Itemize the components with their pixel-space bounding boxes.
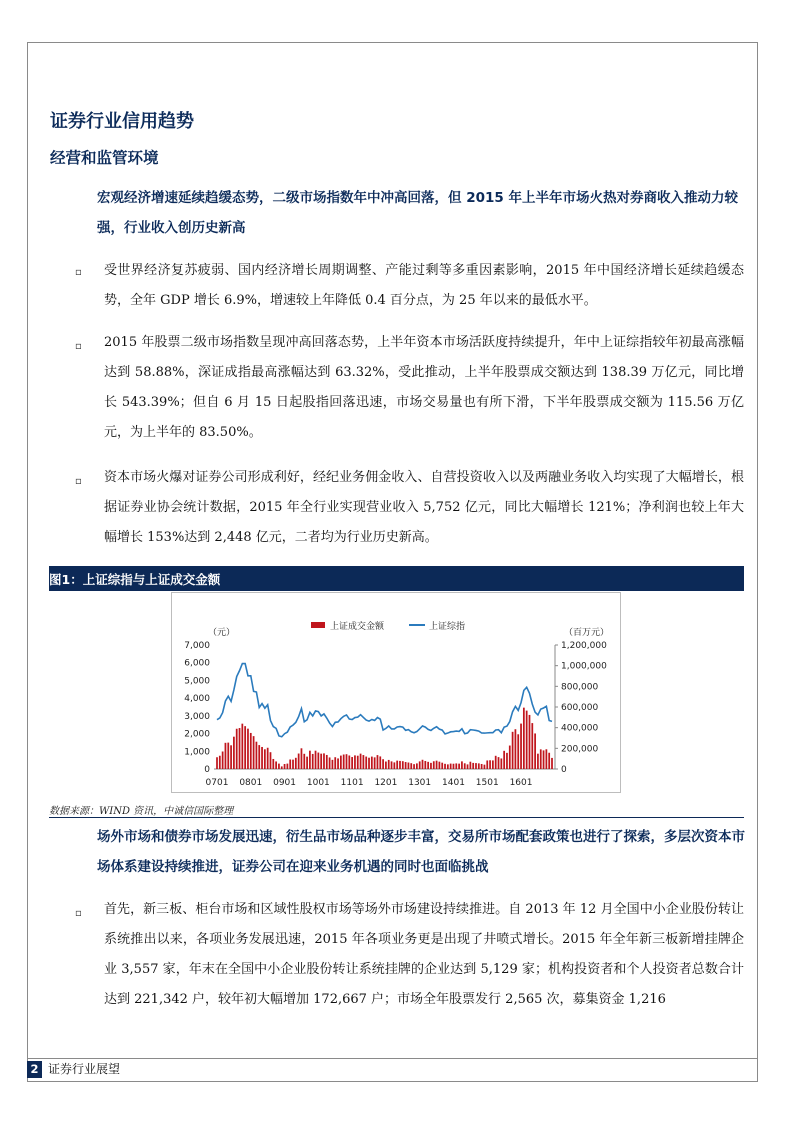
turnover-bar [357, 756, 359, 769]
x-axis-tick-label: 1001 [306, 778, 330, 788]
turnover-bar [408, 763, 410, 769]
turnover-bar [441, 763, 443, 769]
turnover-bar [509, 746, 511, 769]
turnover-bar [250, 733, 252, 769]
turnover-bar [489, 760, 491, 769]
turnover-bar [399, 761, 401, 769]
legend-line-label: 上证综指 [429, 622, 466, 632]
turnover-bar [261, 747, 263, 769]
turnover-bar [270, 752, 272, 769]
turnover-bar [272, 759, 274, 769]
left-axis-tick-label: 1,000 [184, 747, 210, 758]
turnover-bar [306, 757, 308, 769]
x-axis-tick-label: 1201 [374, 778, 398, 788]
turnover-bar [467, 764, 469, 769]
right-axis-tick-label: 1,200,000 [561, 641, 607, 651]
turnover-bar [295, 758, 297, 769]
right-axis-tick-label: 400,000 [561, 723, 599, 734]
turnover-bar [393, 762, 395, 769]
bullet-paragraph-2: 2015 年股票二级市场指数呈现冲高回落态势，上半年资本市场活跃度持续提升，年中上证综指较年初最高涨幅达到 58.88%，深证成指最高涨幅达到 63.32%，受此推动，上半年股票成交额达到 138.39 万亿元，同比增长 543.39%；但自 6 月 15 日起股指回落迅速，市场交易量也有所下滑，下半年股票成交额为 115.56 万亿元，为上半年的 83.50%。 [104, 335, 744, 440]
turnover-bar [486, 760, 488, 769]
turnover-bar [413, 764, 415, 769]
turnover-bar [337, 758, 339, 769]
turnover-bar [388, 760, 390, 769]
turnover-bar [346, 754, 348, 769]
turnover-bar [484, 765, 486, 769]
turnover-bar [343, 755, 345, 769]
section-title: 证券行业信用趋势 [50, 111, 194, 132]
right-axis-tick-label: 0 [561, 765, 567, 775]
right-axis-tick-label: 600,000 [561, 703, 599, 713]
turnover-bar [258, 745, 260, 769]
turnover-bar [230, 745, 232, 769]
turnover-bar [503, 751, 505, 769]
turnover-bar [278, 764, 280, 769]
turnover-bar [464, 763, 466, 769]
x-axis-tick-label: 0701 [205, 778, 229, 788]
turnover-bar [303, 754, 305, 769]
turnover-bar [419, 761, 421, 769]
turnover-bar [526, 711, 528, 769]
turnover-bar [402, 761, 404, 769]
left-axis-unit: （元） [208, 628, 236, 638]
x-axis-tick-label: 0901 [273, 778, 297, 788]
bullet-marker: ▫ [75, 341, 82, 352]
bullet-marker: ▫ [75, 267, 82, 278]
left-axis-tick-label: 0 [204, 765, 210, 775]
turnover-bar [379, 756, 381, 769]
turnover-bar [450, 764, 452, 769]
x-axis-tick-label: 1501 [475, 778, 499, 788]
left-axis-tick-label: 6,000 [184, 658, 210, 669]
turnover-bar [256, 742, 258, 769]
turnover-bar [531, 723, 533, 769]
turnover-bar [323, 753, 325, 769]
left-axis-tick-label: 5,000 [184, 676, 210, 687]
lead-paragraph-2: 场外市场和债券市场发展迅速，衍生品市场品种逐步丰富，交易所市场配套政策也进行了探索，多层次资本市场体系建设持续推进，证券公司在迎来业务机遇的同时也面临挑战 [97, 829, 745, 875]
turnover-bar [523, 708, 525, 769]
right-axis-tick-label: 200,000 [561, 744, 599, 755]
turnover-bar [368, 758, 370, 769]
turnover-bar [351, 757, 353, 769]
index-series-line [217, 664, 552, 737]
turnover-bar [447, 764, 449, 769]
turnover-bar [281, 766, 283, 769]
bullet-paragraph-4: 首先，新三板、柜台市场和区域性股权市场等场外市场建设持续推进。自 2013 年 12 月全国中小企业股份转让系统推出以来，各项业务发展迅速，2015 年各项业务更是出现了井喷式增长。2015 年全年新三板新增挂牌企业 3,557 家，年末在全国中小企业股份转让系统挂牌的企业达到 5,129 家；机构投资者和个人投资者总数合计达到 221,342 户，较年初大幅增加 172,667 户；市场全年股票发行 2,565 次，募集资金 1,216 [104, 902, 744, 1007]
turnover-bar [298, 754, 300, 769]
turnover-bar [537, 754, 539, 769]
turnover-bar [453, 764, 455, 769]
chart-container [171, 592, 621, 793]
x-axis-tick-label: 1601 [509, 778, 533, 788]
figure-title-bar [49, 566, 744, 591]
turnover-bar [317, 753, 319, 769]
turnover-bar [309, 751, 311, 769]
turnover-bar [312, 754, 314, 769]
turnover-bar [216, 757, 218, 769]
turnover-bar [363, 755, 365, 769]
turnover-bar [430, 763, 432, 769]
turnover-bar [500, 758, 502, 769]
turnover-bar [267, 748, 269, 769]
turnover-bar [385, 762, 387, 769]
turnover-bar [512, 732, 514, 769]
turnover-bar [546, 749, 548, 769]
turnover-bar [455, 763, 457, 769]
right-axis-tick-label: 1,000,000 [561, 661, 607, 672]
turnover-bar [534, 733, 536, 769]
turnover-bar [264, 749, 266, 769]
turnover-bar [247, 729, 249, 769]
turnover-bar [219, 756, 221, 769]
turnover-bar [241, 724, 243, 769]
turnover-bar [405, 762, 407, 769]
turnover-bar [371, 757, 373, 769]
chart-svg [172, 593, 622, 794]
turnover-bar [284, 764, 286, 769]
turnover-bar [236, 729, 238, 769]
turnover-bar [481, 764, 483, 769]
turnover-bar [377, 755, 379, 769]
turnover-bar [289, 760, 291, 770]
turnover-bar [233, 737, 235, 769]
turnover-bar [227, 743, 229, 769]
turnover-bar [461, 761, 463, 769]
turnover-bar [301, 748, 303, 769]
turnover-bar [410, 763, 412, 769]
turnover-bar [396, 761, 398, 769]
x-axis-tick-label: 1101 [340, 778, 364, 788]
turnover-bar [543, 750, 545, 769]
turnover-bar [360, 754, 362, 769]
left-axis-tick-label: 2,000 [184, 729, 210, 740]
turnover-bar [374, 757, 376, 769]
turnover-bar [475, 763, 477, 769]
turnover-bar [287, 764, 289, 769]
x-axis-tick-label: 1401 [442, 778, 465, 788]
turnover-bar [551, 758, 553, 769]
left-axis-tick-label: 7,000 [184, 641, 210, 651]
turnover-bar [478, 763, 480, 769]
turnover-bar [222, 751, 224, 769]
turnover-bar [225, 743, 227, 769]
turnover-bar [506, 753, 508, 769]
turnover-bar [458, 764, 460, 769]
figure-source: 数据来源：WIND 资讯，中诚信国际整理 [49, 806, 234, 817]
right-axis-unit: （百万元） [564, 628, 610, 638]
turnover-bar [354, 755, 356, 769]
turnover-bar [332, 760, 334, 769]
turnover-bar [439, 762, 441, 769]
turnover-bar [472, 763, 474, 769]
turnover-bar [495, 756, 497, 769]
legend-bar-swatch [311, 622, 325, 628]
turnover-bar [382, 759, 384, 769]
bullet-paragraph-3: 资本市场火爆对证券公司形成利好，经纪业务佣金收入、自营投资收入以及两融业务收入均实现了大幅增长，根据证券业协会统计数据，2015 年全行业实现营业收入 5,752 亿元，同比大幅增长 121%；净利润也较上年大幅增长 153%达到 2,448 亿元，二者均为行业历史新高。 [104, 470, 744, 545]
turnover-bar [334, 757, 336, 769]
turnover-bar [469, 762, 471, 769]
turnover-bar [326, 755, 328, 769]
footer-title: 证券行业展望 [48, 1062, 121, 1076]
left-axis-tick-label: 4,000 [184, 694, 210, 705]
turnover-bar [391, 761, 393, 769]
turnover-bar [253, 736, 255, 769]
x-axis-tick-label: 1301 [408, 778, 432, 788]
turnover-bar [540, 749, 542, 769]
x-axis-tick-label: 0801 [239, 778, 263, 788]
left-axis-tick-label: 3,000 [184, 711, 210, 722]
turnover-bar [424, 761, 426, 769]
turnover-bar [244, 726, 246, 769]
footer-divider [27, 1058, 758, 1059]
turnover-bar [427, 762, 429, 769]
bullet-marker: ▫ [75, 476, 82, 487]
turnover-bar [292, 760, 294, 769]
subsection-title: 经营和监管环境 [50, 149, 159, 167]
turnover-bar [365, 757, 367, 769]
turnover-bar [433, 761, 435, 769]
bullet-paragraph-1: 受世界经济复苏疲弱、国内经济增长周期调整、产能过剩等多重因素影响，2015 年中国经济增长延续趋缓态势，全年 GDP 增长 6.9%，增速较上年降低 0.4 百分点，为 25 年以来的最低水平。 [104, 263, 744, 308]
figure-title: 图1：上证综指与上证成交金额 [49, 572, 221, 587]
legend-bar-label: 上证成交金额 [330, 622, 385, 632]
turnover-bar [315, 751, 317, 769]
turnover-bar [436, 761, 438, 769]
turnover-bar [498, 757, 500, 769]
turnover-bar [422, 760, 424, 769]
turnover-bar [416, 763, 418, 769]
lead-paragraph-1: 宏观经济增速延续趋缓态势，二级市场指数年中冲高回落，但 2015 年上半年市场火热对券商收入推动力较强，行业收入创历史新高 [97, 190, 738, 236]
turnover-bar [529, 715, 531, 769]
turnover-bar [239, 728, 241, 769]
right-axis-tick-label: 800,000 [561, 682, 599, 693]
turnover-bar [515, 729, 517, 769]
turnover-bar [320, 754, 322, 769]
turnover-bar [517, 734, 519, 769]
bullet-marker: ▫ [75, 908, 82, 919]
page-number: 2 [27, 1061, 42, 1078]
turnover-bar [444, 764, 446, 769]
turnover-bar [520, 724, 522, 769]
turnover-bar [340, 756, 342, 769]
turnover-bar [329, 757, 331, 769]
turnover-bar [548, 753, 550, 769]
divider [49, 817, 744, 818]
turnover-bar [492, 760, 494, 769]
turnover-bar [275, 761, 277, 769]
turnover-bar [348, 755, 350, 769]
